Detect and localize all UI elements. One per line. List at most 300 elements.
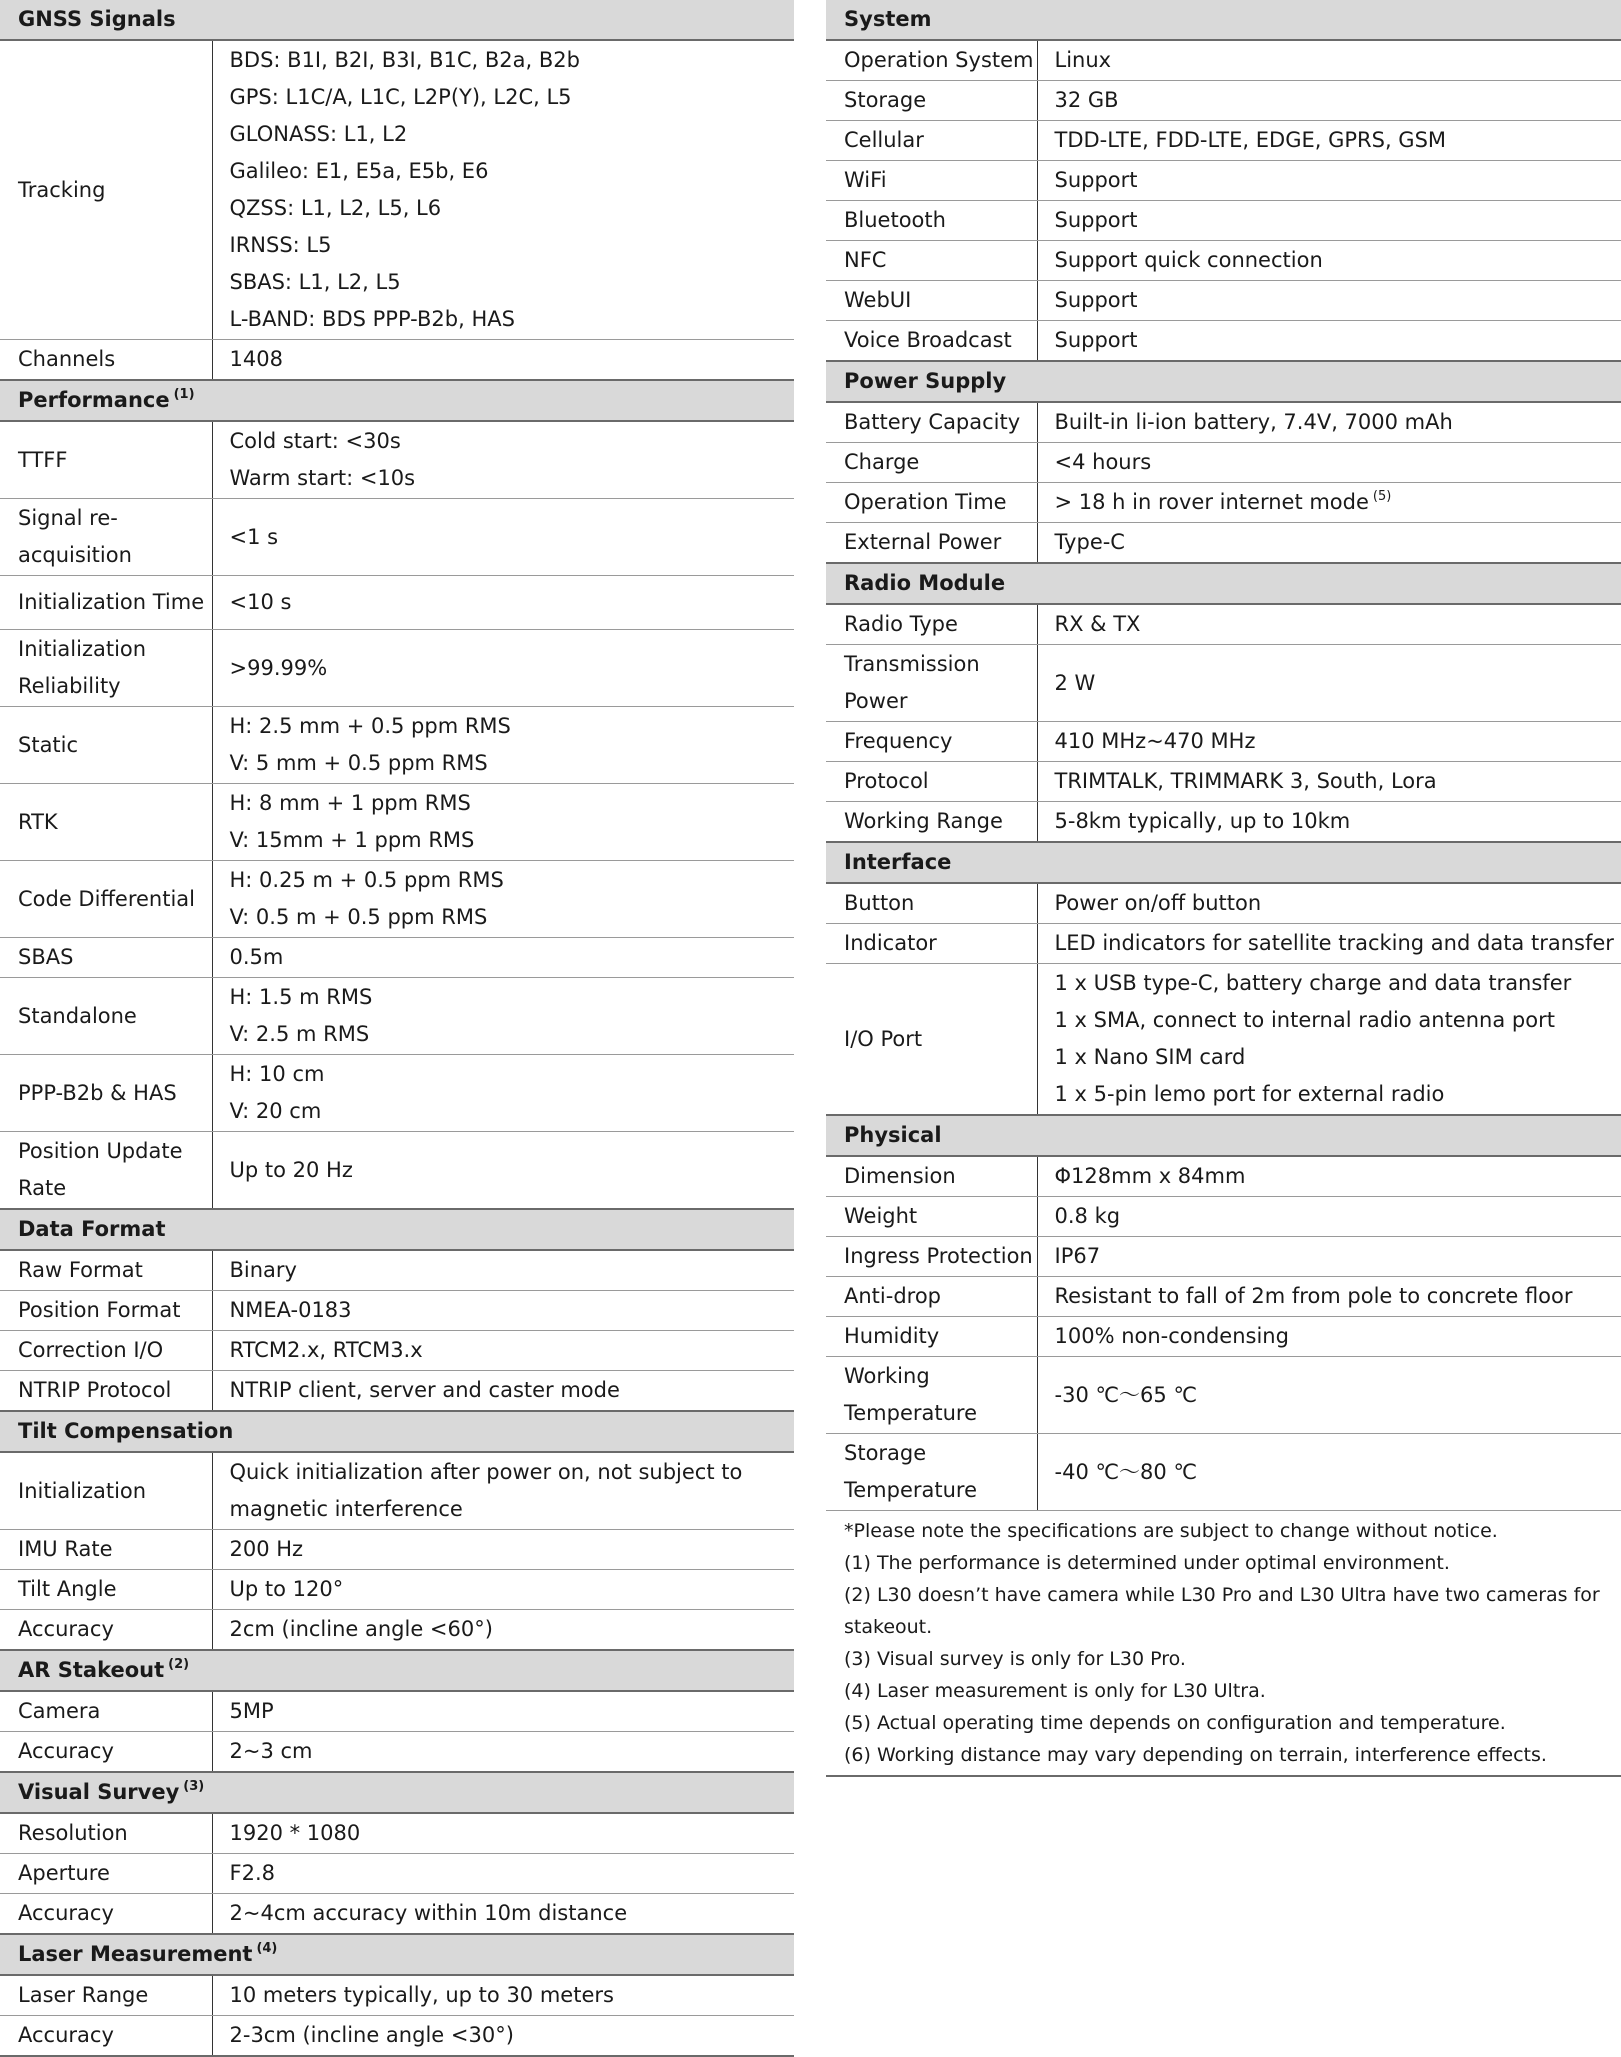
spec-value-text: 1 x USB type-C, battery charge and data transfer <box>1055 971 1572 995</box>
spec-value <box>212 1055 794 1132</box>
spec-label: Humidity <box>826 1317 1037 1357</box>
spec-value-text: Support <box>1055 328 1138 352</box>
spec-label: Code Differential <box>0 861 212 938</box>
spec-value-text: NMEA-0183 <box>230 1298 352 1322</box>
section-title <box>0 380 794 421</box>
spec-label: Accuracy <box>0 2016 212 2057</box>
spec-value-line <box>1055 965 1621 1002</box>
spec-label: Operation Time <box>826 483 1037 523</box>
spec-value-line <box>1055 162 1621 199</box>
spec-row-working-temperature <box>826 1357 1621 1434</box>
section-header-power-supply <box>826 361 1621 402</box>
footnotes-cell <box>826 1511 1621 1777</box>
footnote: (1) The performance is determined under optimal environment. <box>844 1547 1621 1579</box>
spec-value <box>212 1894 794 1935</box>
spec-value-line <box>1055 1454 1621 1491</box>
section-title <box>826 563 1621 604</box>
spec-value-line <box>230 1531 795 1568</box>
spec-value-line <box>1055 1198 1621 1235</box>
spec-label: Radio Type <box>826 604 1037 645</box>
spec-value <box>212 1250 794 1291</box>
spec-value-line <box>230 1152 795 1189</box>
spec-value-text: QZSS: L1, L2, L5, L6 <box>230 196 442 220</box>
spec-row-tilt-angle <box>0 1570 794 1610</box>
spec-label: Raw Format <box>0 1250 212 1291</box>
spec-value-text: Galileo: E1, E5a, E5b, E6 <box>230 159 489 183</box>
spec-value-text: IP67 <box>1055 1244 1101 1268</box>
section-header-tilt-compensation <box>0 1411 794 1452</box>
spec-value-line <box>230 1093 795 1130</box>
spec-value-text: Up to 120° <box>230 1577 344 1601</box>
spec-value-text: <10 s <box>230 590 292 614</box>
spec-value-line <box>230 1815 795 1852</box>
spec-value <box>1037 201 1621 241</box>
spec-value-text: Type-C <box>1055 530 1125 554</box>
spec-value <box>1037 1357 1621 1434</box>
spec-row-ppp-b2b-has <box>0 1055 794 1132</box>
footnote-marker: (5) <box>1373 489 1391 504</box>
spec-value <box>1037 161 1621 201</box>
spec-value <box>212 707 794 784</box>
spec-value-text: F2.8 <box>230 1861 275 1885</box>
spec-value-text: 32 GB <box>1055 88 1119 112</box>
footnote: (3) Visual survey is only for L30 Pro. <box>844 1643 1621 1675</box>
spec-value <box>1037 645 1621 722</box>
spec-label: Accuracy <box>0 1894 212 1935</box>
spec-value <box>212 499 794 576</box>
spec-value-text: Support <box>1055 208 1138 232</box>
section-title-text: Radio Module <box>844 571 1005 595</box>
spec-label: Weight <box>826 1197 1037 1237</box>
section-title <box>0 1209 794 1250</box>
spec-value-line <box>230 939 795 976</box>
spec-value-line <box>230 1611 795 1648</box>
spec-row-aperture <box>0 1854 794 1894</box>
spec-value-text: -40 ℃～80 ℃ <box>1055 1460 1198 1484</box>
spec-value-text: 1 x SMA, connect to internal radio antenna port <box>1055 1008 1555 1032</box>
spec-value-line <box>1055 1238 1621 1275</box>
spec-value-line <box>230 1733 795 1770</box>
spec-row-indicator <box>826 924 1621 964</box>
spec-row-charge <box>826 443 1621 483</box>
section-title <box>0 1772 794 1813</box>
spec-value-line <box>230 862 795 899</box>
spec-label: Standalone <box>0 978 212 1055</box>
spec-value <box>1037 604 1621 645</box>
spec-value-text: RX & TX <box>1055 612 1141 636</box>
spec-value <box>1037 1277 1621 1317</box>
spec-label: Protocol <box>826 762 1037 802</box>
spec-value-line <box>1055 242 1621 279</box>
spec-value-line <box>230 190 795 227</box>
spec-value-line <box>1055 763 1621 800</box>
spec-value-text: Up to 20 Hz <box>230 1158 353 1182</box>
spec-value-line <box>230 1855 795 1892</box>
spec-value-text: Binary <box>230 1258 297 1282</box>
section-title <box>0 1411 794 1452</box>
spec-label: Signal re-acquisition <box>0 499 212 576</box>
spec-value <box>1037 81 1621 121</box>
spec-value-line <box>1055 1039 1621 1076</box>
footnote: *Please note the specifications are subject to change without notice. <box>844 1515 1621 1547</box>
spec-value-line <box>230 153 795 190</box>
right-spec-table <box>826 0 1621 1777</box>
section-title <box>0 1934 794 1975</box>
spec-row-position-update-rate <box>0 1132 794 1210</box>
spec-value-line <box>1055 322 1621 359</box>
section-header-radio-module <box>826 563 1621 604</box>
spec-value-line <box>230 341 795 378</box>
spec-value-text: Resistant to fall of 2m from pole to concrete floor <box>1055 1284 1573 1308</box>
spec-value <box>1037 443 1621 483</box>
section-title-text: AR Stakeout <box>18 1658 164 1682</box>
spec-label: Channels <box>0 340 212 381</box>
spec-value-line <box>1055 484 1621 521</box>
spec-row-dimension <box>826 1156 1621 1197</box>
spec-row-weight <box>826 1197 1621 1237</box>
spec-label: Camera <box>0 1691 212 1732</box>
spec-row-nfc <box>826 241 1621 281</box>
spec-value <box>1037 802 1621 843</box>
spec-label: Storage Temperature <box>826 1434 1037 1511</box>
spec-value-line <box>1055 1377 1621 1414</box>
spec-value-line <box>230 1571 795 1608</box>
spec-value-text: 2~3 cm <box>230 1739 313 1763</box>
section-title <box>826 361 1621 402</box>
spec-value <box>1037 402 1621 443</box>
spec-row-frequency <box>826 722 1621 762</box>
left-spec-table <box>0 0 794 2057</box>
spec-label: Aperture <box>0 1854 212 1894</box>
spec-value <box>1037 1156 1621 1197</box>
spec-label: Dimension <box>826 1156 1037 1197</box>
spec-value-line <box>230 1292 795 1329</box>
spec-value-line <box>230 2017 795 2054</box>
spec-row-bluetooth <box>826 201 1621 241</box>
spec-value-line <box>230 650 795 687</box>
spec-row-storage-temperature <box>826 1434 1621 1511</box>
spec-value-text: H: 8 mm + 1 ppm RMS <box>230 791 471 815</box>
spec-value-line <box>1055 925 1621 962</box>
spec-value-line <box>230 745 795 782</box>
spec-label: WiFi <box>826 161 1037 201</box>
spec-label: Static <box>0 707 212 784</box>
spec-value-text: Φ128mm x 84mm <box>1055 1164 1246 1188</box>
spec-value-text: 1920 * 1080 <box>230 1821 361 1845</box>
spec-value-line <box>230 227 795 264</box>
spec-row-tracking <box>0 40 794 340</box>
spec-row-ingress-protection <box>826 1237 1621 1277</box>
spec-value <box>212 1975 794 2016</box>
spec-label: NTRIP Protocol <box>0 1371 212 1412</box>
spec-value-line <box>1055 1158 1621 1195</box>
spec-row-battery-capacity <box>826 402 1621 443</box>
spec-value-line <box>230 116 795 153</box>
spec-value <box>1037 883 1621 924</box>
spec-label: Accuracy <box>0 1732 212 1773</box>
spec-row-webui <box>826 281 1621 321</box>
spec-value-text: Built-in li-ion battery, 7.4V, 7000 mAh <box>1055 410 1453 434</box>
section-title <box>826 0 1621 40</box>
spec-label: Storage <box>826 81 1037 121</box>
footnote-marker: (2) <box>168 1657 189 1672</box>
spec-value <box>212 1452 794 1530</box>
spec-label: Indicator <box>826 924 1037 964</box>
spec-value-text: 100% non-condensing <box>1055 1324 1289 1348</box>
spec-value-line <box>1055 1076 1621 1113</box>
spec-value-text: RTCM2.x, RTCM3.x <box>230 1338 423 1362</box>
spec-value <box>212 40 794 340</box>
spec-value <box>1037 1237 1621 1277</box>
spec-value-line <box>1055 803 1621 840</box>
spec-row-cellular <box>826 121 1621 161</box>
spec-label: Position Update Rate <box>0 1132 212 1210</box>
spec-row-sbas <box>0 938 794 978</box>
spec-value <box>1037 1197 1621 1237</box>
spec-value <box>212 630 794 707</box>
spec-row-anti-drop <box>826 1277 1621 1317</box>
spec-value-line <box>230 1895 795 1932</box>
spec-row-standalone <box>0 978 794 1055</box>
spec-value <box>212 1530 794 1570</box>
spec-value-text: Support <box>1055 168 1138 192</box>
spec-label: External Power <box>826 523 1037 564</box>
spec-value <box>1037 241 1621 281</box>
spec-value <box>212 1610 794 1651</box>
spec-value-line <box>230 822 795 859</box>
spec-value <box>1037 762 1621 802</box>
spec-value-text: 1 x 5-pin lemo port for external radio <box>1055 1082 1445 1106</box>
spec-value-text: V: 2.5 m RMS <box>230 1022 370 1046</box>
section-title-text: Data Format <box>18 1217 166 1241</box>
section-title <box>0 1650 794 1691</box>
footnote: (4) Laser measurement is only for L30 Ultra. <box>844 1675 1621 1707</box>
section-header-laser-measurement <box>0 1934 794 1975</box>
spec-label: PPP-B2b & HAS <box>0 1055 212 1132</box>
spec-row-accuracy <box>0 1894 794 1935</box>
spec-label: Working Range <box>826 802 1037 843</box>
spec-value-text: 0.5m <box>230 945 284 969</box>
spec-row-external-power <box>826 523 1621 564</box>
spec-value-text: 5-8km typically, up to 10km <box>1055 809 1351 833</box>
spec-value-text: GLONASS: L1, L2 <box>230 122 408 146</box>
spec-value-line <box>1055 122 1621 159</box>
spec-value-line <box>230 1693 795 1730</box>
spec-row-operation-time <box>826 483 1621 523</box>
spec-row-initialization <box>0 1452 794 1530</box>
spec-value-text: <1 s <box>230 525 279 549</box>
footnote: (5) Actual operating time depends on configuration and temperature. <box>844 1707 1621 1739</box>
section-title-text: Performance <box>18 388 170 412</box>
footnote: (6) Working distance may vary depending on terrain, interference effects. <box>844 1739 1621 1771</box>
spec-value-text: <4 hours <box>1055 450 1152 474</box>
spec-value-line <box>230 460 795 497</box>
spec-row-raw-format <box>0 1250 794 1291</box>
spec-value-line <box>1055 665 1621 702</box>
footnote: (2) L30 doesn’t have camera while L30 Pro and L30 Ultra have two cameras for stakeout. <box>844 1579 1621 1643</box>
spec-value-line <box>230 423 795 460</box>
spec-label: Initialization Reliability <box>0 630 212 707</box>
spec-label: Initialization Time <box>0 576 212 630</box>
section-title-text: System <box>844 7 931 31</box>
spec-value-text: > 18 h in rover internet mode <box>1055 490 1369 514</box>
spec-value <box>1037 321 1621 362</box>
spec-row-protocol <box>826 762 1621 802</box>
spec-label: Bluetooth <box>826 201 1037 241</box>
spec-value <box>1037 1317 1621 1357</box>
spec-label: Working Temperature <box>826 1357 1037 1434</box>
spec-value-text: 0.8 kg <box>1055 1204 1121 1228</box>
spec-value-line <box>230 584 795 621</box>
section-header-visual-survey <box>0 1772 794 1813</box>
spec-value <box>1037 722 1621 762</box>
spec-label: Anti-drop <box>826 1277 1037 1317</box>
spec-value <box>212 784 794 861</box>
spec-value-line <box>230 1454 795 1528</box>
spec-row-initialization-time <box>0 576 794 630</box>
spec-value-line <box>1055 1278 1621 1315</box>
section-title-text: Tilt Compensation <box>18 1419 233 1443</box>
spec-value <box>212 1331 794 1371</box>
spec-row-transmission-power <box>826 645 1621 722</box>
spec-value-text: 2cm (incline angle <60°) <box>230 1617 493 1641</box>
footnote-marker: (1) <box>174 387 195 402</box>
section-header-system <box>826 0 1621 40</box>
section-header-gnss-signals <box>0 0 794 40</box>
spec-value-text: -30 ℃～65 ℃ <box>1055 1383 1198 1407</box>
spec-value <box>212 1732 794 1773</box>
spec-value-line <box>1055 885 1621 922</box>
spec-value-line <box>1055 1002 1621 1039</box>
spec-value-text: 200 Hz <box>230 1537 304 1561</box>
spec-value <box>212 1854 794 1894</box>
spec-value-text: H: 1.5 m RMS <box>230 985 373 1009</box>
spec-value <box>212 1291 794 1331</box>
spec-value-text: Warm start: <10s <box>230 466 416 490</box>
spec-value-line <box>230 1332 795 1369</box>
spec-row-imu-rate <box>0 1530 794 1570</box>
spec-value <box>212 2016 794 2057</box>
spec-value-text: H: 2.5 mm + 0.5 ppm RMS <box>230 714 511 738</box>
spec-row-laser-range <box>0 1975 794 2016</box>
spec-row-resolution <box>0 1813 794 1854</box>
spec-value-text: BDS: B1I, B2I, B3I, B1C, B2a, B2b <box>230 48 580 72</box>
spec-value-line <box>1055 606 1621 643</box>
spec-label: Operation System <box>826 40 1037 81</box>
spec-label: Ingress Protection <box>826 1237 1037 1277</box>
spec-label: RTK <box>0 784 212 861</box>
section-title-text: GNSS Signals <box>18 7 176 31</box>
spec-label: WebUI <box>826 281 1037 321</box>
spec-row-position-format <box>0 1291 794 1331</box>
spec-value-text: 1408 <box>230 347 283 371</box>
spec-value <box>212 576 794 630</box>
spec-label: I/O Port <box>826 964 1037 1116</box>
footnote-marker: (3) <box>183 1779 204 1794</box>
spec-value <box>1037 924 1621 964</box>
spec-row-ttff <box>0 421 794 499</box>
spec-value-text: 2 W <box>1055 671 1096 695</box>
spec-value-line <box>230 42 795 79</box>
spec-value-text: Power on/off button <box>1055 891 1262 915</box>
spec-label: Charge <box>826 443 1037 483</box>
spec-value-line <box>230 708 795 745</box>
spec-value-text: NTRIP client, server and caster mode <box>230 1378 620 1402</box>
spec-value <box>1037 40 1621 81</box>
spec-label: Battery Capacity <box>826 402 1037 443</box>
spec-value-text: GPS: L1C/A, L1C, L2P(Y), L2C, L5 <box>230 85 572 109</box>
spec-value <box>1037 281 1621 321</box>
spec-row-accuracy <box>0 1610 794 1651</box>
spec-value <box>212 1371 794 1412</box>
section-title <box>0 0 794 40</box>
spec-value-text: 2~4cm accuracy within 10m distance <box>230 1901 628 1925</box>
spec-value-text: Linux <box>1055 48 1112 72</box>
spec-row-humidity <box>826 1317 1621 1357</box>
section-header-performance <box>0 380 794 421</box>
spec-value-text: 5MP <box>230 1699 274 1723</box>
spec-value-line <box>1055 404 1621 441</box>
spec-value-text: 2-3cm (incline angle <30°) <box>230 2023 514 2047</box>
spec-value-line <box>230 1056 795 1093</box>
spec-value <box>212 1570 794 1610</box>
spec-label: IMU Rate <box>0 1530 212 1570</box>
spec-value-text: 1 x Nano SIM card <box>1055 1045 1246 1069</box>
spec-value-text: Support quick connection <box>1055 248 1323 272</box>
spec-row-button <box>826 883 1621 924</box>
section-title-text: Visual Survey <box>18 1780 179 1804</box>
spec-value <box>1037 523 1621 564</box>
section-title-text: Laser Measurement <box>18 1942 252 1966</box>
spec-label: Resolution <box>0 1813 212 1854</box>
spec-value-line <box>230 1977 795 2014</box>
section-header-ar-stakeout <box>0 1650 794 1691</box>
spec-row-channels <box>0 340 794 381</box>
spec-value-text: Cold start: <30s <box>230 429 401 453</box>
spec-value-line <box>230 519 795 556</box>
footnotes <box>826 1511 1621 1777</box>
spec-value-text: Quick initialization after power on, not subject to magnetic interference <box>230 1460 743 1521</box>
spec-value-text: 10 meters typically, up to 30 meters <box>230 1983 614 2007</box>
spec-value <box>212 1813 794 1854</box>
spec-row-ntrip-protocol <box>0 1371 794 1412</box>
spec-value <box>212 1132 794 1210</box>
spec-value-line <box>230 899 795 936</box>
spec-value-line <box>1055 202 1621 239</box>
spec-value-text: TDD-LTE, FDD-LTE, EDGE, GPRS, GSM <box>1055 128 1447 152</box>
spec-label: Transmission Power <box>826 645 1037 722</box>
spec-value-line <box>1055 524 1621 561</box>
spec-value-line <box>1055 82 1621 119</box>
section-title-text: Power Supply <box>844 369 1006 393</box>
spec-row-rtk <box>0 784 794 861</box>
spec-label: Position Format <box>0 1291 212 1331</box>
spec-value-line <box>230 1252 795 1289</box>
spec-label: TTFF <box>0 421 212 499</box>
spec-value-line <box>1055 282 1621 319</box>
spec-value-line <box>1055 42 1621 79</box>
spec-value <box>212 938 794 978</box>
spec-row-i-o-port <box>826 964 1621 1116</box>
spec-label: Laser Range <box>0 1975 212 2016</box>
spec-row-accuracy <box>0 1732 794 1773</box>
spec-value-text: V: 15mm + 1 ppm RMS <box>230 828 475 852</box>
spec-value-line <box>1055 1318 1621 1355</box>
spec-value-line <box>230 301 795 338</box>
spec-value-text: V: 5 mm + 0.5 ppm RMS <box>230 751 488 775</box>
section-header-data-format <box>0 1209 794 1250</box>
spec-value-text: V: 20 cm <box>230 1099 322 1123</box>
